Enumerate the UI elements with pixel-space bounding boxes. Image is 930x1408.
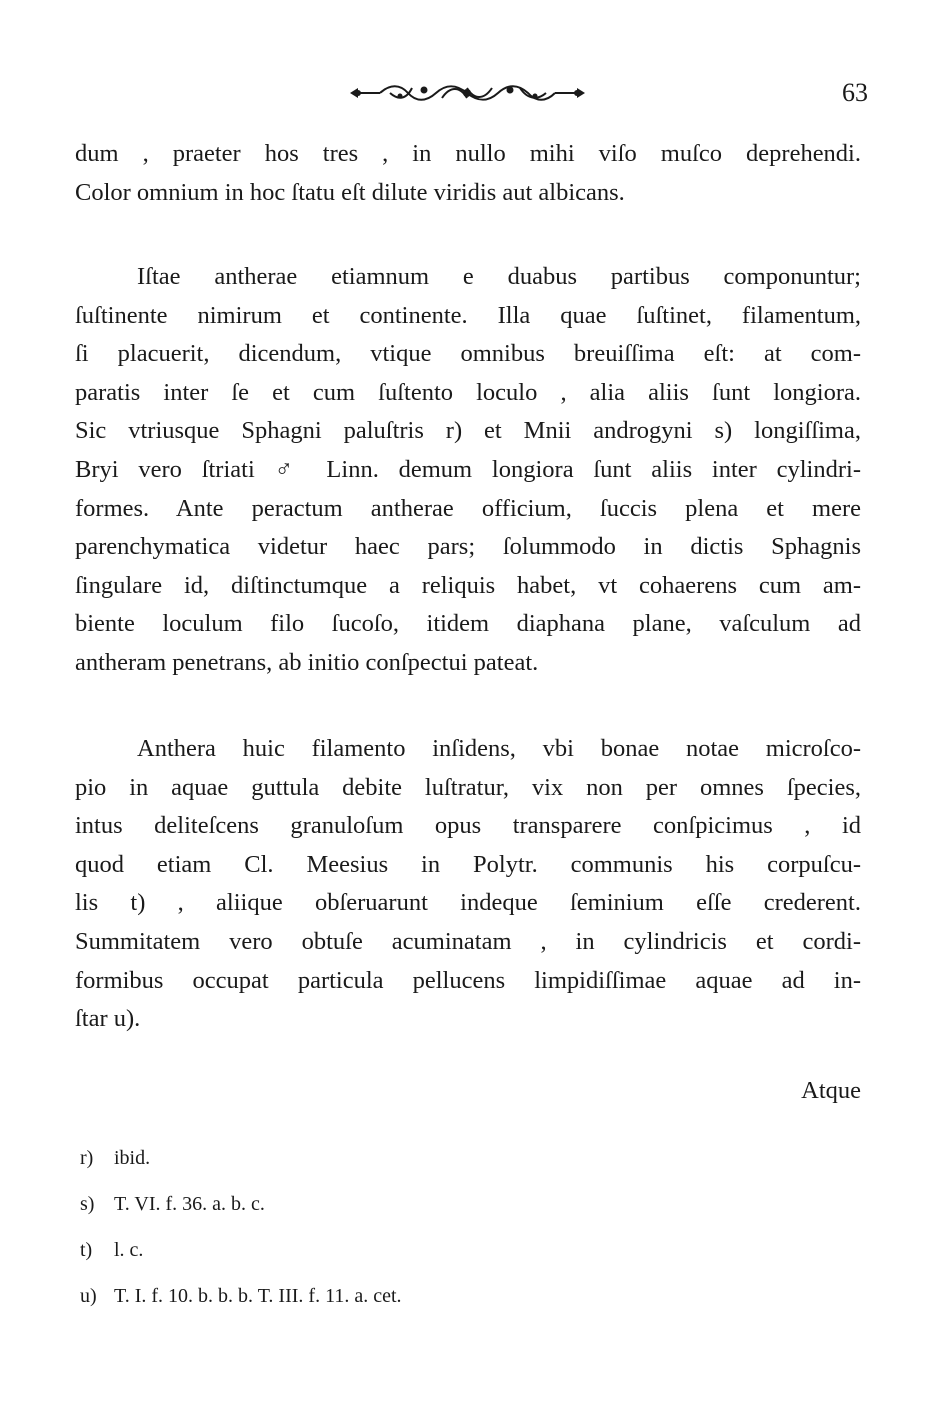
- text-line: formes. Ante peractum antherae officium, ſuccis plena et mere: [75, 494, 861, 522]
- paragraph-2: [75, 258, 861, 683]
- footnote-marker: s): [80, 1193, 95, 1215]
- footnote: [80, 1227, 402, 1273]
- footnote-text: T. VI. f. 36. a. b. c.: [114, 1193, 265, 1215]
- footnote-text: ibid.: [114, 1147, 151, 1169]
- footnote-marker: t): [80, 1239, 93, 1261]
- text-line: paratis inter ſe et cum ſuſtento loculo , alia aliis ſunt longiora.: [75, 378, 861, 406]
- text-line: Anthera huic filamento inſidens, vbi bonae notae microſco-: [137, 735, 861, 762]
- paragraph-3: [75, 730, 861, 1039]
- text-line: dum , praeter hos tres , in nullo mihi viſo muſco deprehendi.: [75, 140, 861, 167]
- text-line: lis t) , aliique obſeruarunt indeque ſeminium eſſe crederent.: [75, 889, 861, 917]
- text-line: antheram penetrans, ab initio conſpectui pateat.: [75, 648, 539, 676]
- text-line: biente loculum filo ſucoſo, itidem diaphana plane, vaſculum ad: [75, 610, 861, 638]
- ornament-icon: [350, 80, 585, 106]
- text-line: intus deliteſcens granuloſum opus transparere conſpicimus , id: [75, 812, 861, 840]
- text-line: Summitatem vero obtuſe acuminatam , in cylindricis et cordi-: [75, 927, 861, 955]
- text-line: Iſtae antherae etiamnum e duabus partibus componuntur;: [137, 263, 861, 290]
- catchword: Atque: [801, 1077, 861, 1104]
- text-line: quod etiam Cl. Meesius in Polytr. communis his corpuſcu-: [75, 850, 861, 878]
- footnote-marker: r): [80, 1147, 94, 1169]
- text-line: Bryi vero ſtriati ♂ Linn. demum longiora ſunt aliis inter cylindri-: [75, 455, 861, 483]
- footnote: [80, 1135, 402, 1181]
- text-line: ſtar u).: [75, 1005, 141, 1033]
- footnote-text: T. I. f. 10. b. b. b. T. III. f. 11. a. cet.: [114, 1285, 402, 1307]
- text-line: pio in aquae guttula debite luſtratur, vix non per omnes ſpecies,: [75, 773, 861, 801]
- text-line: ſingulare id, diſtinctumque a reliquis habet, vt cohaerens cum am-: [75, 571, 861, 599]
- footnote-text: l. c.: [114, 1239, 144, 1261]
- page-number: 63: [842, 78, 868, 107]
- text-line: Color omnium in hoc ſtatu eſt dilute viridis aut albicans.: [75, 178, 625, 206]
- footnotes: [80, 1135, 402, 1319]
- footnote: [80, 1273, 402, 1319]
- text-line: ſuſtinente nimirum et continente. Illa quae ſuſtinet, filamentum,: [75, 301, 861, 329]
- footnote-marker: u): [80, 1285, 97, 1307]
- footnote: [80, 1181, 402, 1227]
- paragraph-1: [75, 135, 861, 212]
- text-line: ſi placuerit, dicendum, vtique omnibus breuiſſima eſt: at com-: [75, 340, 861, 368]
- text-line: Sic vtriusque Sphagni paluſtris r) et Mnii androgyni s) longiſſima,: [75, 417, 861, 445]
- catchword-block: [75, 1072, 861, 1111]
- text-line: parenchymatica videtur haec pars; ſolummodo in dictis Sphagnis: [75, 533, 861, 561]
- text-line: formibus occupat particula pellucens limpidiſſimae aquae ad in-: [75, 966, 861, 994]
